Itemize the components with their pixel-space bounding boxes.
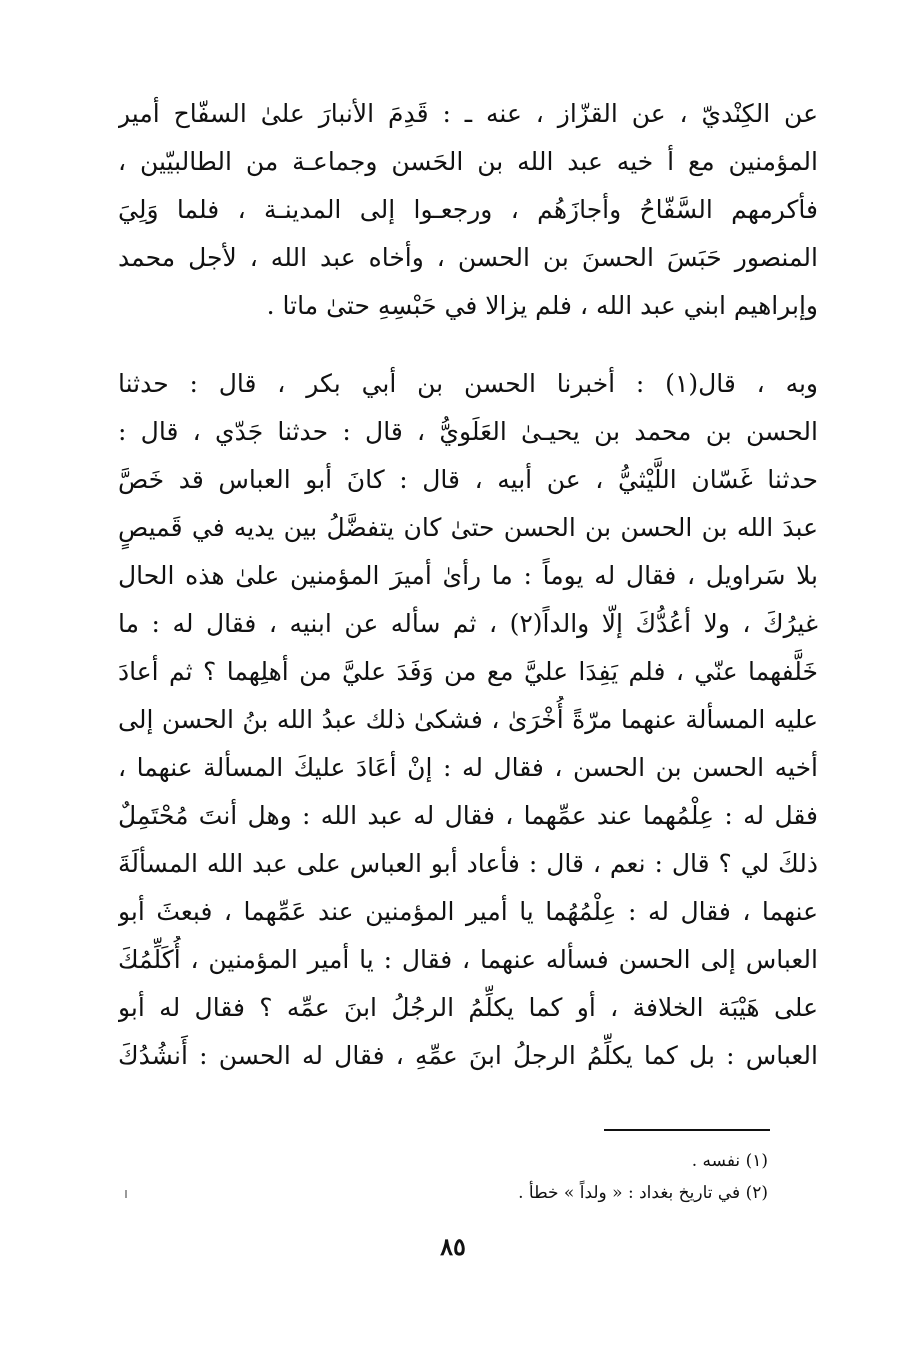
text-line: عن الكِنْديّ ، عن القزّاز ، عنه ـ : قَدِمَ الأنبارَ علىٰ السفّاح أمير — [118, 99, 818, 128]
text-line: المنصور حَبَسَ الحسنَ بن الحسن ، وأخاه عبد الله ، لأجل محمد — [118, 243, 818, 272]
footnotes — [118, 1145, 768, 1209]
text-line: حدثنا غَسّان اللَّيْثيُّ ، عن أبيه ، قال : كانَ أبو العباس قد خَصَّ — [118, 465, 818, 494]
text-line: بلا سَراويل ، فقال له يوماً : ما رأىٰ أميرَ المؤمنين علىٰ هذه الحال — [118, 561, 818, 590]
text-line: العباس : بل كما يكلِّمُ الرجلُ ابنَ عمِّهِ ، فقال له الحسن : أَنشُدُكَ — [118, 1041, 818, 1070]
paragraph-1 — [118, 90, 818, 330]
text-line: فقل له : عِلْمُهما عند عمِّهما ، فقال له عبد الله : وهل أنتَ مُحْتَمِلٌ — [118, 801, 818, 830]
footnote-1: (١) نفسه . — [691, 1151, 768, 1171]
text-line: فأكرمهم السَّفّاحُ وأجازَهُم ، ورجعـوا إلى المدينـة ، فلما وَلِيَ — [118, 195, 818, 224]
text-line: عبدَ الله بن الحسن بن الحسن حتىٰ كان يتفضَّلُ بين يديه في قَميصٍ — [118, 513, 818, 542]
text-line: وبه ، قال(١) : أخبرنا الحسن بن أبي بكر ، قال : حدثنا — [118, 369, 818, 398]
text-line: على هَيْبَة الخلافة ، أو كما يكلِّمُ الرجُلُ ابنَ عمِّه ؟ فقال له أبو — [118, 993, 818, 1022]
text-line: عنهما ، فقال له : عِلْمُهُما يا أمير المؤمنين عند عَمِّهما ، فبعثَ أبو — [118, 897, 818, 926]
text-line: خَلَّفهما عنّي ، فلم يَفِدَا عليَّ مع من وَفَدَ عليَّ من أهلِهما ؟ ثم أعادَ — [118, 657, 818, 686]
scan-speck — [125, 1190, 127, 1198]
text-line: أخيه الحسن بن الحسن ، فقال له : إنْ أعَادَ عليكَ المسألة عنهما ، — [118, 753, 818, 782]
footnote-2: (٢) في تاريخ بغداد : « ولداً » خطأ . — [518, 1183, 768, 1203]
text-line: وإبراهيم ابني عبد الله ، فلم يزالا في حَبْسِهِ حتىٰ ماتا . — [266, 291, 818, 320]
paragraph-2 — [118, 360, 818, 1080]
text-line: المؤمنين مع أ خيه عبد الله بن الحَسن وجماعـة من الطالبيّين ، — [118, 147, 818, 176]
footnote-divider — [604, 1129, 770, 1131]
text-line: غيرُكَ ، ولا أعُدُّكَ إلّا والداً(٢) ، ثم سأله عن ابنيه ، فقال له : ما — [118, 609, 818, 638]
text-line: العباس إلى الحسن فسأله عنهما ، فقال : يا أمير المؤمنين ، أُكَلِّمُكَ — [118, 945, 818, 974]
page-number: ٨٥ — [440, 1232, 466, 1261]
text-line: ذلكَ لي ؟ قال : نعم ، قال : فأعاد أبو العباس على عبد الله المسألَةَ — [118, 849, 818, 878]
text-line: الحسن بن محمد بن يحيـىٰ العَلَويُّ ، قال : حدثنا جَدّي ، قال : — [118, 417, 818, 446]
text-line: عليه المسألة عنهما مرّةً أُخْرَىٰ ، فشكىٰ ذلك عبدُ الله بنُ الحسن إلى — [118, 705, 818, 734]
